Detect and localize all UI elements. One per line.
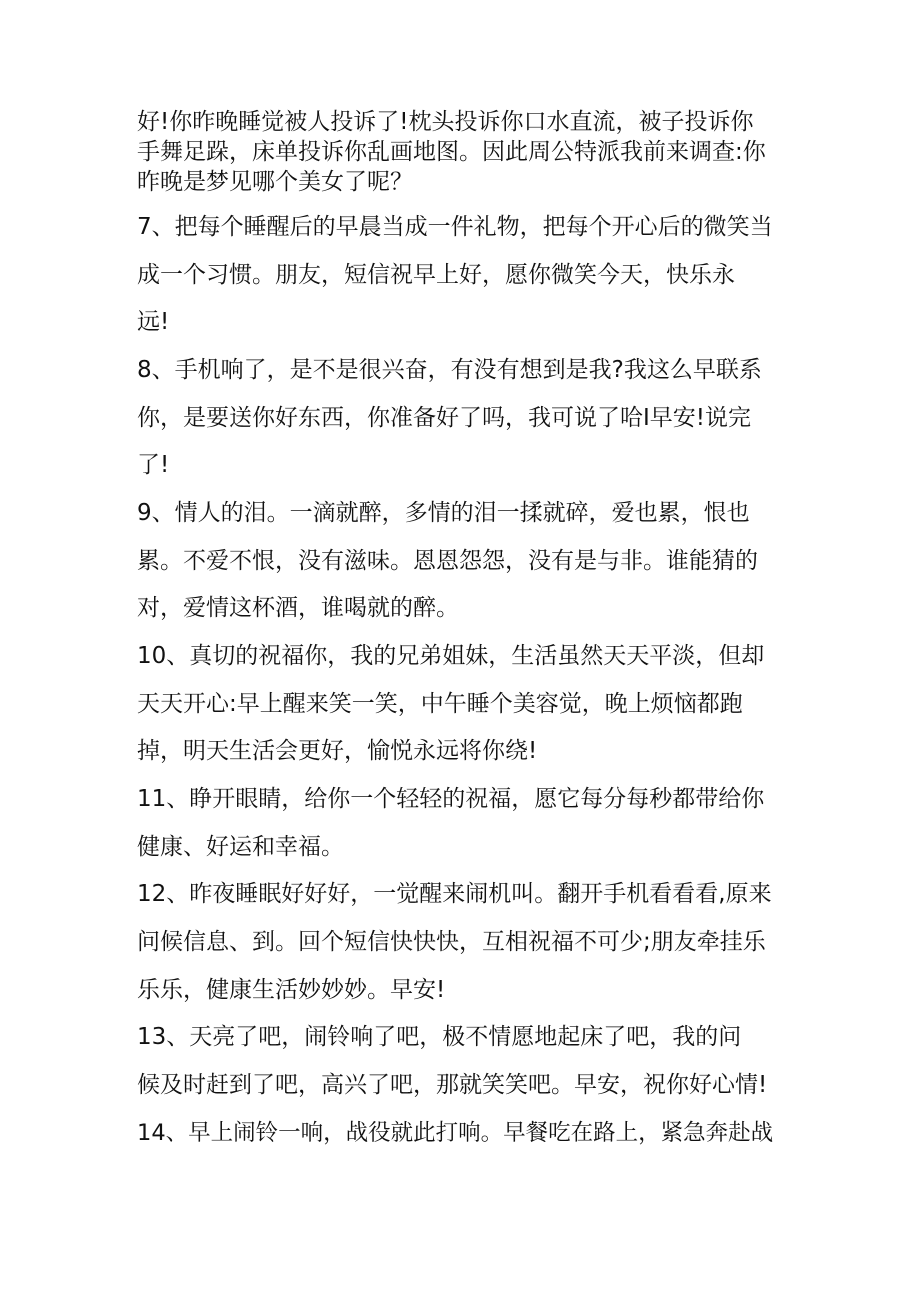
text-line: 健康、好运和幸福。 [137,834,344,860]
text-line: 8、手机响了，是不是很兴奋，有没有想到是我?我这么早联系 [137,357,762,383]
text-line: 问候信息、到。回个短信快快快，互相祝福不可少;朋友牵挂乐 [137,929,766,955]
text-line: 候及时赶到了吧，高兴了吧，那就笑笑吧。早安，祝你好心情! [137,1072,768,1098]
text-line: 你，是要送你好东西，你准备好了吗，我可说了哈I早安!说完 [137,405,752,431]
text-line: 12、昨夜睡眠好好好，一觉醒来闹机叫。翻开手机看看看,原来 [137,881,772,907]
text-line: 手舞足跺，床单投诉你乱画地图。因此周公特派我前来调查:你 [137,139,766,165]
text-line: 14、早上闹铃一响，战役就此打响。早餐吃在路上，紧急奔赴战 [137,1120,774,1146]
text-line: 乐乐，健康生活妙妙妙。早安! [137,977,446,1003]
text-line: 成一个习惯。朋友，短信祝早上好，愿你微笑今天，快乐永 [137,262,735,288]
text-line: 掉，明天生活会更好，愉悦永远将你绕! [137,738,538,764]
text-line: 11、睁开眼睛，给你一个轻轻的祝福，愿它每分每秒都带给你 [137,786,765,812]
text-line: 远! [137,309,170,335]
text-line: 对，爱情这杯酒，谁喝就的醉。 [137,595,459,621]
text-line: 10、真切的祝福你，我的兄弟姐妹，生活虽然天天平淡，但却 [137,643,765,669]
text-line: 7、把每个睡醒后的早晨当成一件礼物，把每个开心后的微笑当 [137,214,773,240]
text-line: 9、情人的泪。一滴就醉，多情的泪一揉就碎，爱也累，恨也 [137,500,750,526]
text-line: 好!你昨晚睡觉被人投诉了!枕头投诉你口水直流，被子投诉你 [137,109,754,135]
text-line: 累。不爱不恨，没有滋味。恩恩怨怨，没有是与非。谁能猜的 [137,548,758,574]
text-line: 天天开心:早上醒来笑一笑，中午睡个美容觉，晚上烦恼都跑 [137,691,743,717]
text-line: 了! [137,452,170,478]
text-line: 昨晚是梦见哪个美女了呢？ [137,169,413,195]
text-line: 13、天亮了吧，闹铃响了吧，极不情愿地起床了吧，我的问 [137,1024,742,1050]
